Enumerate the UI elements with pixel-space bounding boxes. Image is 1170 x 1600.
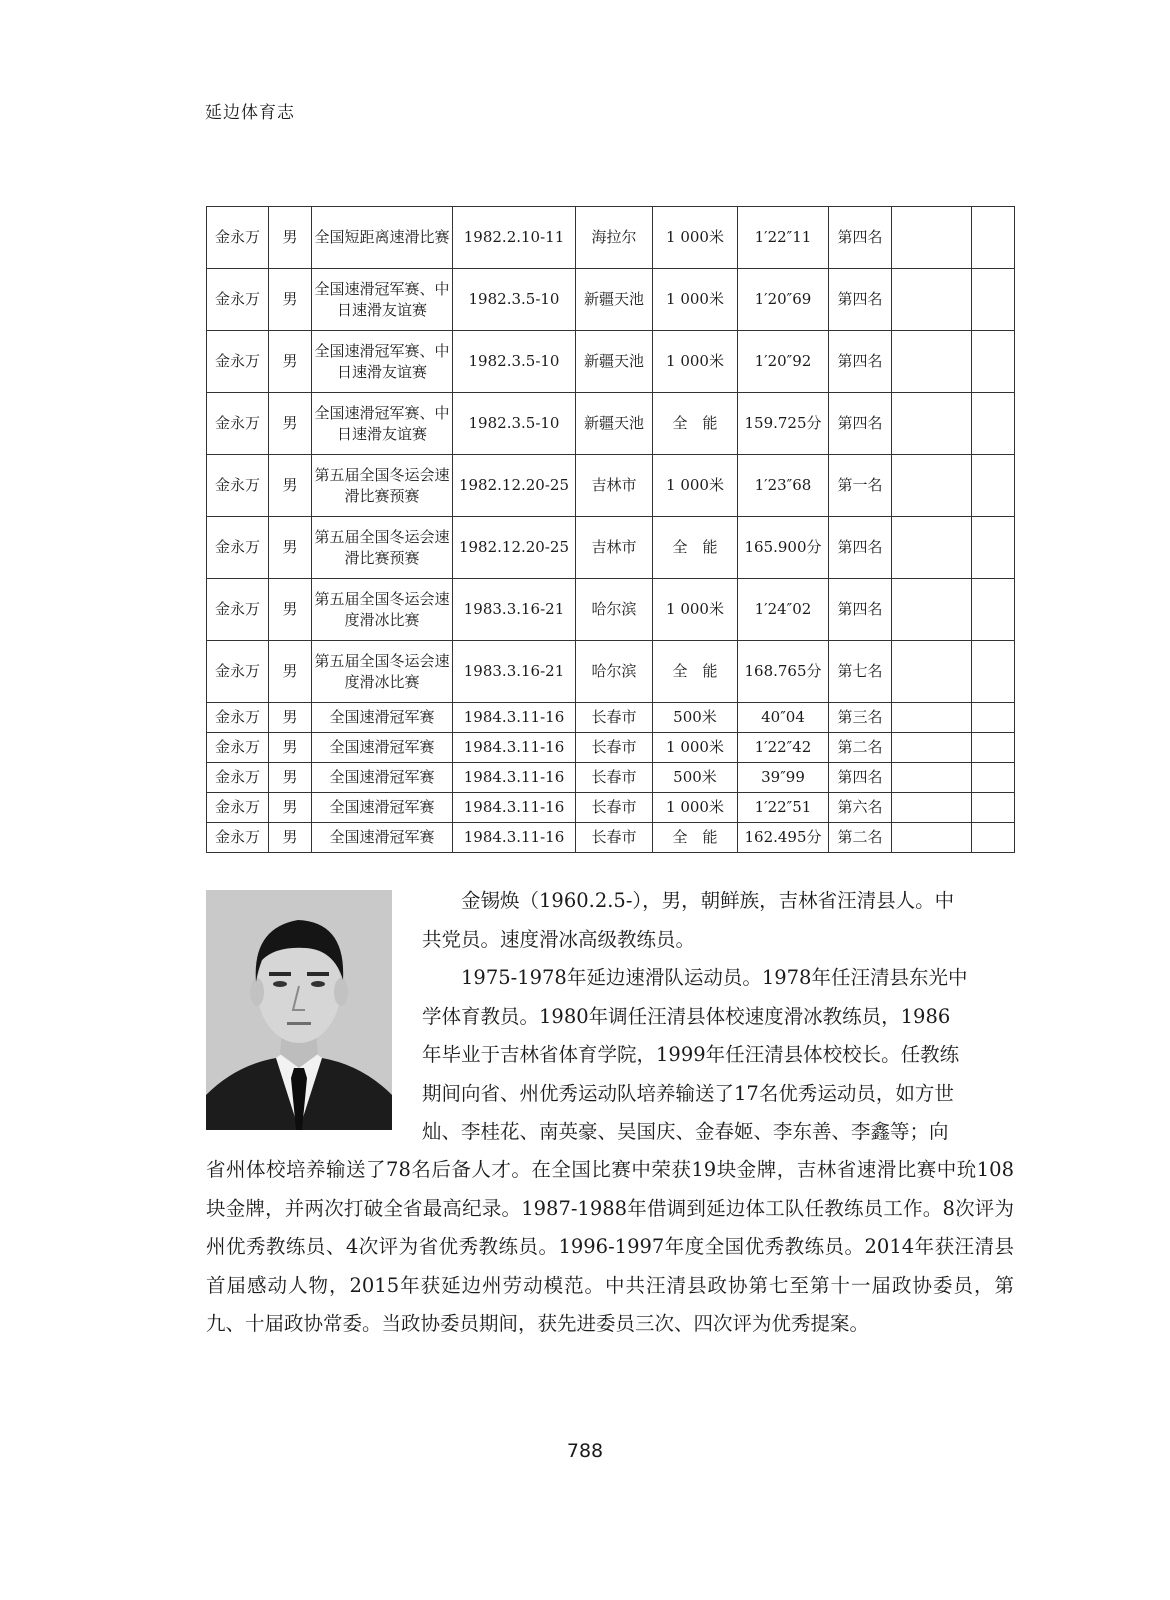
- cell-sex: 男: [269, 823, 312, 853]
- cell-event: 全国短距离速滑比赛: [312, 207, 453, 269]
- cell-result: 1′22″11: [738, 207, 829, 269]
- cell-extra1: [892, 763, 972, 793]
- cell-result: 39″99: [738, 763, 829, 793]
- cell-name: 金永万: [207, 455, 269, 517]
- table-row: [207, 455, 1015, 517]
- cell-result: 1′23″68: [738, 455, 829, 517]
- cell-rank: 第四名: [829, 763, 892, 793]
- cell-extra1: [892, 823, 972, 853]
- cell-result: 162.495分: [738, 823, 829, 853]
- cell-result: 165.900分: [738, 517, 829, 579]
- records-table: [206, 206, 1015, 853]
- cell-venue: 长春市: [576, 823, 653, 853]
- cell-rank: 第四名: [829, 517, 892, 579]
- cell-extra2: [972, 517, 1015, 579]
- cell-result: 1′20″92: [738, 331, 829, 393]
- cell-rank: 第四名: [829, 393, 892, 455]
- cell-name: 金永万: [207, 823, 269, 853]
- table-row: [207, 793, 1015, 823]
- bio-line: 金锡焕（1960.2.5-），男，朝鲜族，吉林省汪清县人。中: [461, 889, 955, 912]
- cell-rank: 第一名: [829, 455, 892, 517]
- cell-venue: 新疆天池: [576, 393, 653, 455]
- cell-venue: 吉林市: [576, 455, 653, 517]
- table-row: [207, 331, 1015, 393]
- cell-distance: 500米: [653, 703, 738, 733]
- cell-event: 全国速滑冠军赛、中日速滑友谊赛: [312, 393, 453, 455]
- cell-extra2: [972, 579, 1015, 641]
- cell-name: 金永万: [207, 763, 269, 793]
- cell-distance: 1 000米: [653, 207, 738, 269]
- table-row: [207, 207, 1015, 269]
- bio-line: 年毕业于吉林省体育学院，1999年任汪清县体校校长。任教练: [422, 1043, 960, 1066]
- cell-name: 金永万: [207, 207, 269, 269]
- cell-sex: 男: [269, 455, 312, 517]
- cell-event: 全国速滑冠军赛: [312, 703, 453, 733]
- cell-rank: 第二名: [829, 733, 892, 763]
- cell-event: 第五届全国冬运会速滑比赛预赛: [312, 455, 453, 517]
- cell-sex: 男: [269, 763, 312, 793]
- cell-distance: 1 000米: [653, 269, 738, 331]
- cell-date: 1982.12.20-25: [453, 517, 576, 579]
- cell-date: 1982.3.5-10: [453, 269, 576, 331]
- cell-sex: 男: [269, 517, 312, 579]
- bio-paragraph: 省州体校培养输送了78名后备人才。在全国比赛中荣获19块金牌，吉林省速滑比赛中玧108块金牌，并两次打破全省最高纪录。1987-1988年借调到延边体工队任教练员工作。8次评为州优秀教练员、4次评为省优秀教练员。1996-1997年度全国优秀教练员。2014年获汪清县首届感动人物，2015年获延边州劳动模范。中共汪清县政协第七至第十一届政协委员，第九、十届政协常委。当政协委员期间，获先进委员三次、四次评为优秀提案。: [206, 1158, 1014, 1335]
- cell-sex: 男: [269, 703, 312, 733]
- cell-date: 1984.3.11-16: [453, 793, 576, 823]
- cell-extra1: [892, 517, 972, 579]
- cell-rank: 第四名: [829, 207, 892, 269]
- bio-line: 期间向省、州优秀运动队培养输送了17名优秀运动员，如方世: [422, 1081, 954, 1105]
- cell-extra2: [972, 763, 1015, 793]
- table-row: [207, 733, 1015, 763]
- cell-event: 全国速滑冠军赛、中日速滑友谊赛: [312, 269, 453, 331]
- cell-extra1: [892, 331, 972, 393]
- cell-distance: 1 000米: [653, 455, 738, 517]
- cell-name: 金永万: [207, 331, 269, 393]
- cell-extra1: [892, 393, 972, 455]
- cell-date: 1983.3.16-21: [453, 579, 576, 641]
- cell-venue: 新疆天池: [576, 331, 653, 393]
- cell-extra2: [972, 703, 1015, 733]
- cell-event: 第五届全国冬运会速滑比赛预赛: [312, 517, 453, 579]
- cell-sex: 男: [269, 733, 312, 763]
- cell-venue: 哈尔滨: [576, 579, 653, 641]
- cell-name: 金永万: [207, 269, 269, 331]
- bio-line: 1975-1978年延边速滑队运动员。1978年任汪清县东光中: [461, 966, 968, 989]
- cell-extra1: [892, 793, 972, 823]
- cell-extra2: [972, 207, 1015, 269]
- cell-event: 第五届全国冬运会速度滑冰比赛: [312, 641, 453, 703]
- cell-extra2: [972, 793, 1015, 823]
- cell-extra2: [972, 733, 1015, 763]
- table-row: [207, 579, 1015, 641]
- bio-line: 学体育教员。1980年调任汪清县体校速度滑冰教练员，1986: [422, 1004, 951, 1028]
- cell-date: 1984.3.11-16: [453, 703, 576, 733]
- table-row: [207, 703, 1015, 733]
- cell-venue: 长春市: [576, 793, 653, 823]
- cell-sex: 男: [269, 641, 312, 703]
- running-head: 延边体育志: [205, 103, 295, 123]
- cell-date: 1982.2.10-11: [453, 207, 576, 269]
- cell-result: 40″04: [738, 703, 829, 733]
- cell-result: 159.725分: [738, 393, 829, 455]
- cell-event: 第五届全国冬运会速度滑冰比赛: [312, 579, 453, 641]
- cell-date: 1982.12.20-25: [453, 455, 576, 517]
- cell-result: 1′22″51: [738, 793, 829, 823]
- cell-event: 全国速滑冠军赛: [312, 793, 453, 823]
- bio-line: 共党员。速度滑冰高级教练员。: [422, 927, 696, 951]
- cell-distance: 全 能: [653, 823, 738, 853]
- cell-distance: 全 能: [653, 393, 738, 455]
- cell-extra1: [892, 207, 972, 269]
- cell-rank: 第二名: [829, 823, 892, 853]
- cell-extra1: [892, 641, 972, 703]
- cell-name: 金永万: [207, 793, 269, 823]
- table-row: [207, 641, 1015, 703]
- table-row: [207, 393, 1015, 455]
- bio-intro: [422, 882, 1014, 1152]
- cell-rank: 第六名: [829, 793, 892, 823]
- bio-body: [206, 1151, 1014, 1344]
- cell-sex: 男: [269, 579, 312, 641]
- cell-result: 1′20″69: [738, 269, 829, 331]
- cell-distance: 1 000米: [653, 793, 738, 823]
- table-row: [207, 763, 1015, 793]
- cell-sex: 男: [269, 207, 312, 269]
- cell-date: 1983.3.16-21: [453, 641, 576, 703]
- table-row: [207, 517, 1015, 579]
- bio-line: 灿、李桂花、南英豪、吴国庆、金春姬、李东善、李鑫等；向: [422, 1120, 949, 1143]
- cell-extra2: [972, 455, 1015, 517]
- page-number: 788: [566, 1440, 604, 1462]
- cell-extra1: [892, 269, 972, 331]
- cell-extra1: [892, 455, 972, 517]
- cell-sex: 男: [269, 393, 312, 455]
- cell-extra1: [892, 579, 972, 641]
- cell-venue: 海拉尔: [576, 207, 653, 269]
- cell-extra2: [972, 269, 1015, 331]
- cell-name: 金永万: [207, 733, 269, 763]
- cell-venue: 长春市: [576, 733, 653, 763]
- cell-result: 1′24″02: [738, 579, 829, 641]
- cell-result: 1′22″42: [738, 733, 829, 763]
- cell-extra2: [972, 331, 1015, 393]
- cell-venue: 吉林市: [576, 517, 653, 579]
- cell-distance: 1 000米: [653, 733, 738, 763]
- cell-venue: 新疆天池: [576, 269, 653, 331]
- cell-extra2: [972, 641, 1015, 703]
- cell-rank: 第四名: [829, 269, 892, 331]
- cell-venue: 哈尔滨: [576, 641, 653, 703]
- cell-extra2: [972, 823, 1015, 853]
- table-row: [207, 823, 1015, 853]
- cell-rank: 第三名: [829, 703, 892, 733]
- table-row: [207, 269, 1015, 331]
- cell-name: 金永万: [207, 393, 269, 455]
- cell-date: 1984.3.11-16: [453, 823, 576, 853]
- cell-distance: 1 000米: [653, 579, 738, 641]
- cell-event: 全国速滑冠军赛: [312, 763, 453, 793]
- cell-distance: 全 能: [653, 517, 738, 579]
- cell-distance: 全 能: [653, 641, 738, 703]
- portrait-photo: [206, 890, 392, 1130]
- cell-rank: 第七名: [829, 641, 892, 703]
- cell-extra1: [892, 733, 972, 763]
- cell-date: 1984.3.11-16: [453, 763, 576, 793]
- cell-rank: 第四名: [829, 579, 892, 641]
- cell-distance: 1 000米: [653, 331, 738, 393]
- cell-name: 金永万: [207, 579, 269, 641]
- cell-distance: 500米: [653, 763, 738, 793]
- cell-sex: 男: [269, 269, 312, 331]
- cell-event: 全国速滑冠军赛: [312, 823, 453, 853]
- cell-extra2: [972, 393, 1015, 455]
- cell-date: 1982.3.5-10: [453, 331, 576, 393]
- cell-sex: 男: [269, 793, 312, 823]
- cell-name: 金永万: [207, 703, 269, 733]
- cell-event: 全国速滑冠军赛: [312, 733, 453, 763]
- cell-venue: 长春市: [576, 703, 653, 733]
- cell-date: 1984.3.11-16: [453, 733, 576, 763]
- cell-event: 全国速滑冠军赛、中日速滑友谊赛: [312, 331, 453, 393]
- cell-name: 金永万: [207, 641, 269, 703]
- cell-venue: 长春市: [576, 763, 653, 793]
- cell-sex: 男: [269, 331, 312, 393]
- cell-name: 金永万: [207, 517, 269, 579]
- cell-result: 168.765分: [738, 641, 829, 703]
- cell-date: 1982.3.5-10: [453, 393, 576, 455]
- cell-rank: 第四名: [829, 331, 892, 393]
- cell-extra1: [892, 703, 972, 733]
